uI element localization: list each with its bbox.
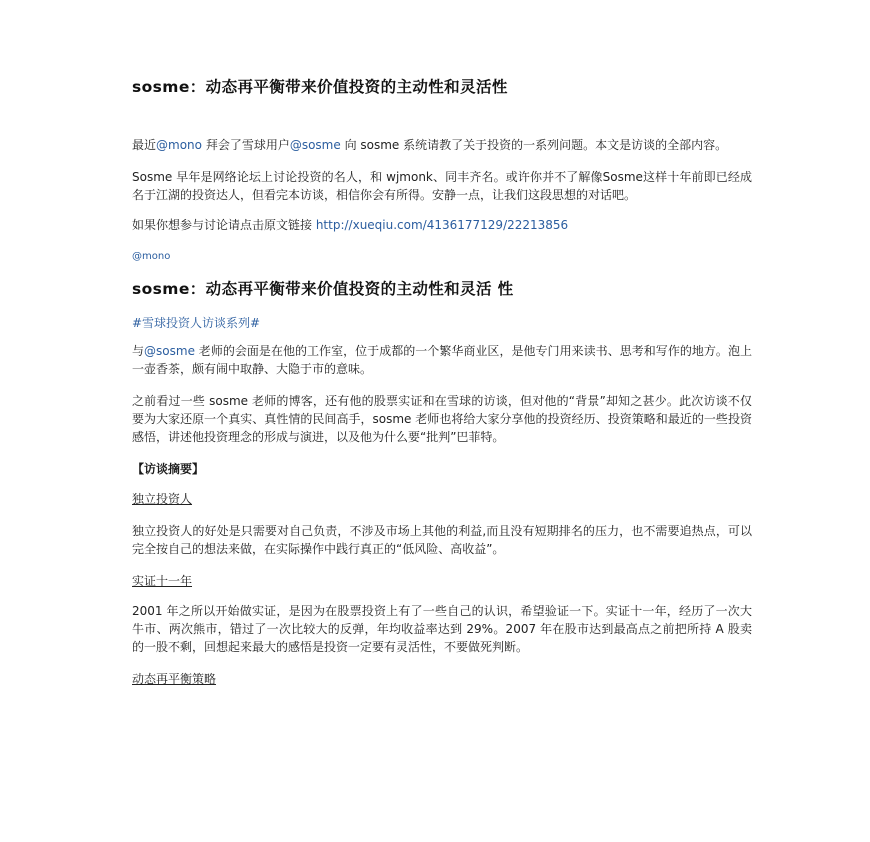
link-prompt: 如果你想参与讨论请点击原文链接 bbox=[132, 218, 316, 232]
meeting-paragraph bbox=[132, 342, 752, 378]
section-heading-rebalance: 动态再平衡策略 bbox=[132, 672, 217, 686]
section-heading-empirical: 实证十一年 bbox=[132, 574, 193, 588]
series-tag[interactable]: #雪球投资人访谈系列# bbox=[132, 316, 261, 330]
summary-heading: 【访谈摘要】 bbox=[132, 462, 205, 476]
intro-text: 向 sosme 系统请教了关于投资的一系列问题。本文是访谈的全部内容。 bbox=[340, 138, 728, 152]
page-title: sosme：动态再平衡带来价值投资的主动性和灵活性 bbox=[132, 78, 508, 96]
section-body-independent: 独立投资人的好处是只需要对自己负责，不涉及市场上其他的利益,而且没有短期排名的压力，也不需要追热点，可以完全按自己的想法来做，在实际操作中践行真正的“低风险、高收益”。 bbox=[132, 524, 752, 556]
meeting-text: 与 bbox=[132, 344, 145, 358]
meeting-text: 老师的会面是在他的工作室，位于成都的一个繁华商业区，是他专门用来读书、思考和写作的地方。泡上一壶香茶，颇有闹中取静、大隐于市的意味。 bbox=[132, 344, 752, 376]
intro-text: 拜会了雪球用户 bbox=[202, 138, 290, 152]
background-paragraph: 之前看过一些 sosme 老师的博客，还有他的股票实证和在雪球的访谈，但对他的“背景”却知之甚少。此次访谈不仅要为大家还原一个真实、真性情的民间高手，sosme 老师也将给大家分享他的投资经历、投资策略和最近的一些投资感悟，讲述他投资理念的形成与演进，以及他为什么要“批判”巴菲特。 bbox=[132, 394, 752, 444]
mention-sosme[interactable]: @sosme bbox=[144, 344, 195, 358]
mention-mono[interactable]: @mono bbox=[156, 138, 202, 152]
author-handle[interactable]: @mono bbox=[132, 251, 171, 262]
original-link[interactable]: http://xueqiu.com/4136177129/22213856 bbox=[315, 218, 569, 232]
intro-paragraph-1 bbox=[132, 136, 752, 154]
article-title: sosme：动态再平衡带来价值投资的主动性和灵活 性 bbox=[132, 280, 514, 298]
intro-paragraph-2: Sosme 早年是网络论坛上讨论投资的名人，和 wjmonk、同丰齐名。或许你并不了解像Sosme这样十年前即已经成名于江湖的投资达人，但看完本访谈，相信你会有所得。安静一点，让我们这段思想的对话吧。 bbox=[132, 170, 752, 202]
section-body-empirical: 2001 年之所以开始做实证，是因为在股票投资上有了一些自己的认识，希望验证一下。实证十一年，经历了一次大牛市、两次熊市，错过了一次比较大的反弹，年均收益率达到 29%。2007 年在股市达到最高点之前把所持 A 股卖的一股不剩，回想起来最大的感悟是投资一定要有灵活性，不要做死判断。 bbox=[132, 604, 752, 654]
intro-paragraph-3 bbox=[132, 216, 752, 234]
document-body bbox=[132, 76, 752, 688]
section-heading-independent: 独立投资人 bbox=[132, 492, 193, 506]
intro-text: 最近 bbox=[132, 138, 157, 152]
mention-sosme[interactable]: @sosme bbox=[289, 138, 341, 152]
